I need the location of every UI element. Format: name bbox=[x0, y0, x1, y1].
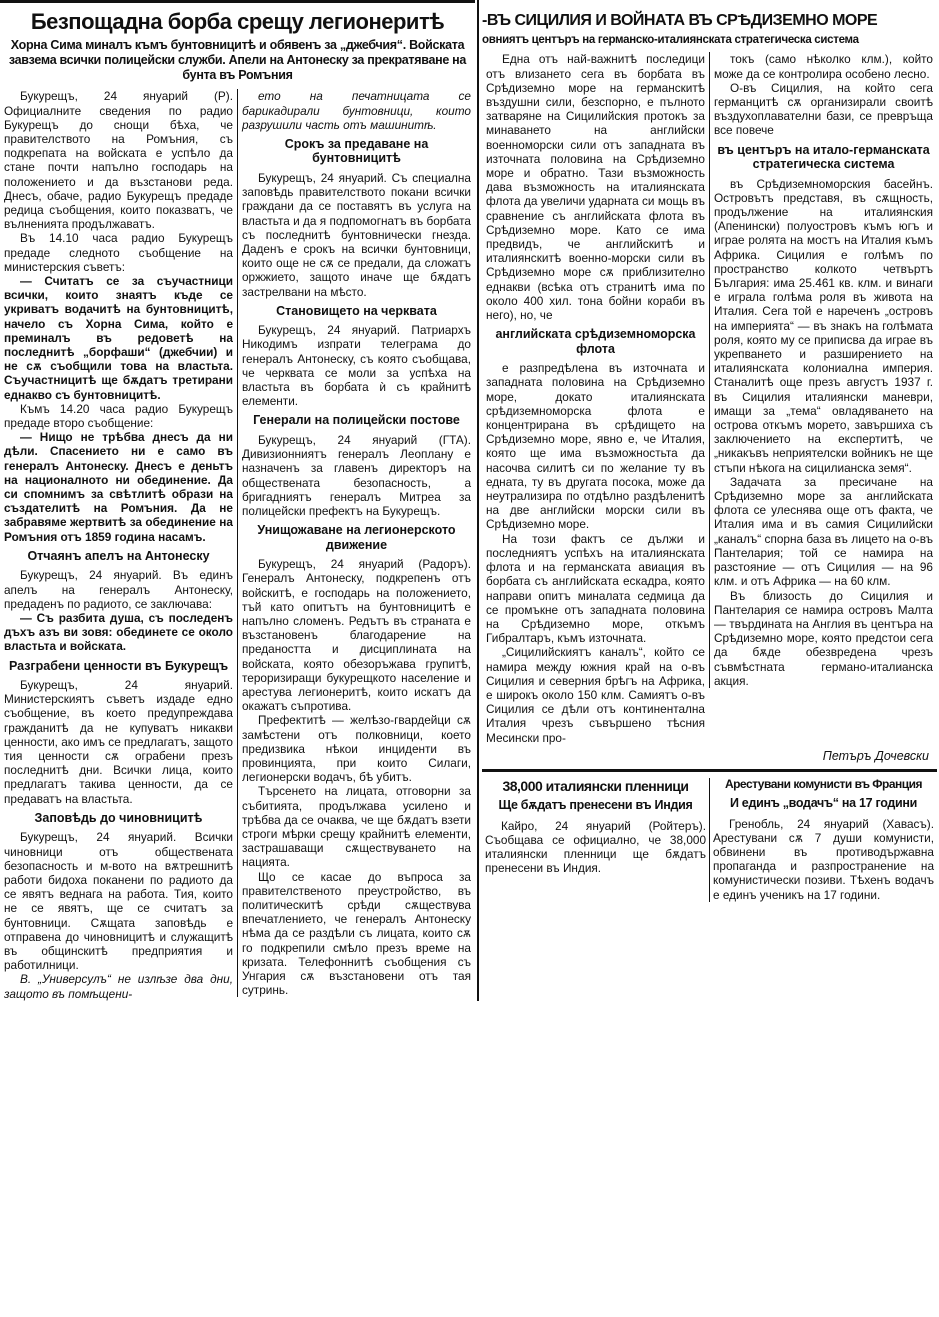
left-article bbox=[0, 0, 479, 1001]
paragraph: Що се касае до въпроса за правителственото преустройство, въ политическитѣ срѣди сѫществува впечатлението, че генералъ Антонеску нѣма да се раздѣли съ лицата, които сѫ го подкрепили смѣло презъ време на кризата. Телефоннитѣ съобщения съ Унгария сѫ възстановени отъ тая сутринь. bbox=[242, 869, 471, 998]
paragraph: Търсенето на лицата, отговорни за събитията, продължава усилено и трѣбва да се очаква, че ще бѫдатъ взети строги мѣрки срещу крайнитѣ елементи, застрашаващи сѫществуването на нацията. bbox=[242, 784, 471, 870]
section-heading: Унищожаване на легионерското движение bbox=[257, 523, 456, 552]
author-signature: Петъръ Дочевски bbox=[822, 748, 929, 763]
section-heading: Становището на черквата bbox=[276, 303, 437, 318]
paragraph: Букурещъ, 24 януарий (ГТА). Дивизионниятъ генералъ Леоплану е назначенъ за главенъ директоръ на обществената безопасность, а бригадниятъ генералъ Митреа за полицейски префектъ на Букурещъ. bbox=[242, 432, 471, 518]
paragraph: — Нищо не трѣбва днесъ да ни дѣли. Спасението ни е само въ генералъ Антонеску. Днесъ е деньтъ на националното ни обединение. Да си спомнимъ за свѣтлитѣ образи на създателитѣ на Ромъния. Да не забравяме жертвитѣ за обединение на Ромъния отъ 1859 година насамъ. bbox=[4, 430, 233, 544]
paragraph: — Съ разбита душа, съ последенъ дъхъ азъ ви зовя: обединете се около властьта и войската. bbox=[4, 610, 233, 654]
paragraph: ето на печатницата се барикадирали бунтовници, които разрушили часть отъ машинитѣ. bbox=[242, 89, 471, 132]
left-subhead: Хорна Сима миналъ къмъ бунтовницитѣ и обявенъ за „джебчия“. Войската завзема всички полицейски служби. Апели на Антонеску за прекратяване на бунта въ Ромъния bbox=[8, 38, 467, 83]
prisoners-headline: 38,000 италиянски пленници bbox=[502, 777, 689, 794]
paragraph: „Сицилийскиятъ каналъ“, който се намира между южния край на о-въ Сицилия и северния брѣгъ на Африка, е широкъ около 150 клм. Самиятъ о-въ Сицилия се дѣли отъ континентална Италия чрезъ съвършено тѣсния Месински про- bbox=[486, 645, 705, 745]
paragraph: Въ близость до Сицилия и Пантелария се намира островъ Малта — твърдината на Англия въ центъра на Срѣдиземно море, която предстои сега да бѫде обезвредена чрезъ съвмѣстната германо-италианска акция. bbox=[714, 588, 933, 688]
communists-headline: Арестувани комунисти въ Франция bbox=[724, 776, 923, 791]
paragraph: Гренобль, 24 януарий (Хавасъ). Арестувани сѫ 7 души комунисти, обвинени въ противодържавна пропаганда и разпространение на комунистически позиви. Тѣхенъ водачъ е единъ ученикъ на 17 години. bbox=[713, 816, 934, 902]
prisoners-article bbox=[482, 778, 709, 876]
paragraph: Букурещъ, 24 януарий (Радоръ). Генералъ Антонеску, подкрепенъ отъ войскитѣ, е господарь на положението, тъй като опитътъ на бунтовницитѣ е напълно сломенъ. Редътъ въ страната е възстановенъ благодарение на предаността и дисциплината на войската, която обезоръжава групитѣ, тероризиращи букурещкото население и арестува легионеритѣ, които искатъ да окажатъ съпротива. bbox=[242, 557, 471, 714]
section-heading: Генерали на полицейски постове bbox=[253, 413, 460, 428]
paragraph: Въ 14.10 часа радио Букурещъ предаде следното съобщение на министерския съветъ: bbox=[4, 231, 233, 274]
communists-body bbox=[713, 817, 934, 902]
right-headline: -ВЪ СИЦИЛИЯ И ВОЙНАТА ВЪ СРѢДИЗЕМНО МОРЕ bbox=[482, 12, 878, 29]
paragraph: Къмъ 14.20 часа радио Букурещъ предаде второ съобщение: bbox=[4, 401, 233, 430]
right-subhead: овниятъ центъръ на германско-италиянската стратегическа система bbox=[482, 34, 859, 47]
left-column-1 bbox=[0, 89, 237, 1000]
paragraph: Префектитѣ — желѣзо-гвардейци сѫ замѣстени отъ полковници, което предизвика нѣкои инциденти въ провинцията, при които Силаги, легионерски водачъ, бѣ убитъ. bbox=[242, 713, 471, 785]
paragraph: Задачата за пресичане на Срѣдиземно море за английската флота се улеснява още отъ факта, че Италия има и въ самия Сицилийски „каналъ“ спорна база въ лицето на о-въ Пантелария; той се намира на разстояние — отъ Сицилия — на 96 клм. и отъ Африка — на 60 клм. bbox=[714, 474, 933, 589]
paragraph: е разпредѣлена въ източната и западната половина на Срѣдиземно море, докато италиянската срѣдиземноморска флота е концентрирана въ срѣдището на Срѣдиземно море, явно е, че Италия, която ще има възможностьта да насочва силитѣ си по желание ту въ едната, ту въ другата посока, може да неутрализира по отдѣлно раздѣленитѣ на две английски морски сили въ Срѣдиземно море. bbox=[486, 361, 705, 532]
paragraph: Букурещъ, 24 януарий (Р). Официалните сведения по радио Букурещъ до снощи бѣха, че правителството на Ромъния, съ подкрепата на войската е успѣло да стане почти напълно господарь на положението и да възстанови реда. Днесъ, обаче, радио Букурещъ предаде редица съобщения, които показватъ, че вълненията продължаватъ. bbox=[4, 89, 233, 232]
section-heading: въ центъръ на итало-германската стратегическа система bbox=[717, 142, 930, 172]
paragraph: Букурещъ, 24 януарий. Всички чиновници отъ обществената безопасность и м-вото на вѫтрешнитѣ работи бидоха поканени по радиото да се явятъ веднага на работа. Тия, които не се явятъ, ще се считатъ за бунтовници. Сѫщата заповѣдь е отправена до чиновницитѣ и служащитѣ въ общинскитѣ предприятия и работилници. bbox=[4, 830, 233, 973]
left-columns bbox=[0, 89, 475, 1000]
prisoners-body bbox=[485, 819, 706, 876]
communists-subhead: И единъ „водачъ“ на 17 години bbox=[729, 795, 918, 810]
section-heading: Отчаянъ апелъ на Антонеску bbox=[27, 548, 210, 563]
section-rule bbox=[482, 769, 937, 772]
left-headline: Безпощадна борба срещу легионеритѣ bbox=[30, 9, 445, 34]
paragraph: Букурещъ, 24 януарий. Патриархъ Никодимъ изпрати телеграма до генералъ Антонеску, съ която съобщава, че черквата се моли за успѣха на властьта въ борбата ѝ съ крайнитѣ елементи. bbox=[242, 323, 471, 409]
right-column-1 bbox=[482, 52, 709, 744]
paragraph: В. „Универсулъ“ не излѣзе два дни, защото въ помѣщени- bbox=[4, 972, 233, 1001]
section-heading: английската срѣдиземноморска флота bbox=[495, 327, 696, 356]
right-columns bbox=[482, 52, 937, 744]
paragraph: — Считатъ се за съучастници всички, които знаятъ къде се укриватъ водачитѣ на бунтовницитѣ, начело съ Хорна Сима, който е преминалъ въ редоветѣ на последнитѣ „борфаши“ (джебчии) и не сѫ съобщили това на властьта. Съучастницитѣ ще бѫдатъ третирани еднакво съ бунтовницитѣ. bbox=[4, 273, 233, 402]
paragraph: На този фактъ се дължи и последниятъ успѣхъ на италиянската флота и на германската авиация въ борбата съ английската ескадра, която направи опитъ миналата седмица да се промъкне отъ западната половина на Срѣдиземно море, откъмъ Гибралтаръ, къмъ източната. bbox=[486, 531, 705, 646]
paragraph: Букурещъ, 24 януарий. Въ единъ апелъ на генералъ Антонеску, предаденъ по радиото, се заключава: bbox=[4, 568, 233, 611]
communists-article bbox=[709, 778, 937, 902]
left-column-2 bbox=[237, 89, 475, 997]
prisoners-subhead: Ще бѫдатъ пренесени въ Индия bbox=[498, 797, 693, 812]
section-heading: Разграбени ценности въ Букурещъ bbox=[8, 658, 229, 673]
right-side bbox=[482, 0, 937, 902]
paragraph: Букурещъ, 24 януарий. Министерскиятъ съветъ издаде едно съобщение, въ което предупреждава гражданитѣ да не купуватъ никакви ценности, ако имъ се предлагатъ, защото тия ценности сѫ ограбени презъ последнитѣ дни. Всички лица, които предлагатъ такива ценности, да се предаватъ на властьта. bbox=[4, 678, 233, 806]
paragraph: въ Срѣдиземноморския басейнъ. Островътъ представя, въ сѫщность, продължение на италиянския (Апенински) полуостровъ къмъ югъ и играе ролята на мостъ на Италия къмъ Африка. Сицилия е голѣмъ по пространство колкото четвъртъ България: има 25.461 кв. клм. и винаги е играла голѣма роля въ живота на Италия. Сега той е нареченъ „островъ на империята“ — въ знакъ на голѣмата роля, която му се приписва да играе въ укрепването и разширението на италиянската колониална империя. Станалитѣ още презъ августъ 1937 г. въ Сицилия италиянски маневри, имащи за „тема“ овладяването на острова откъмъ морето, завършиха съ заключението на експертитѣ, че „никакъвъ неприятелски войникъ не ще стъпи нѣкога на сицилианска земя“. bbox=[714, 176, 933, 475]
paragraph: О-въ Сицилия, на който сега германцитѣ сѫ организирали своитѣ въздухоплавателни бази, се превръща все повече bbox=[714, 80, 933, 138]
top-rule bbox=[0, 0, 475, 3]
paragraph: токъ (само нѣколко клм.), който може да се контролира особено лесно. bbox=[714, 52, 933, 81]
section-heading: Срокъ за предаване на бунтовницитѣ bbox=[284, 136, 429, 166]
sicily-article bbox=[482, 12, 937, 767]
right-column-2 bbox=[709, 52, 937, 688]
bottom-articles bbox=[482, 778, 937, 902]
paragraph: Букурещъ, 24 януарий. Съ специална заповѣдь правителството покани всички граждани да се поставятъ въ услуга на властьта и да я подпомогнатъ въ борбата съ последнитѣ бунтовнически гнезда. Даденъ е срокъ на всички бунтовници, които още не сѫ се предали, да сложатъ оржжието, защото иначе ще бѫдатъ застрелвани на мѣсто. bbox=[242, 170, 471, 299]
section-heading: Заповѣдь до чиновницитѣ bbox=[34, 810, 203, 825]
paragraph: Кайро, 24 януарий (Ройтеръ). Съобщава се официално, че 38,000 италиянски пленници ще бѫдатъ пренесени въ Индия. bbox=[485, 818, 706, 876]
paragraph: Една отъ най-важнитѣ последици отъ влизането сега въ борбата въ Срѣдиземно море на германскитѣ въздушни сили, безспорно, е пълното затваряне на Сицилийския протокъ за минаването на английски военноморски сили отъ западната въ източната половина на Срѣдиземно море и обратно. Тази възможность дава възможность на италиянската флота да увеличи ударната си мощь въ сравнение съ английската флота въ Срѣдиземно море. Като се има предвидъ, че английскитѣ и италиянскитѣ военно-морски сили въ Срѣдиземно море сѫ приблизително еднакви (всѣка отъ странитѣ има по около 400 хил. тона бойни кораби въ него), но, че bbox=[486, 52, 705, 323]
